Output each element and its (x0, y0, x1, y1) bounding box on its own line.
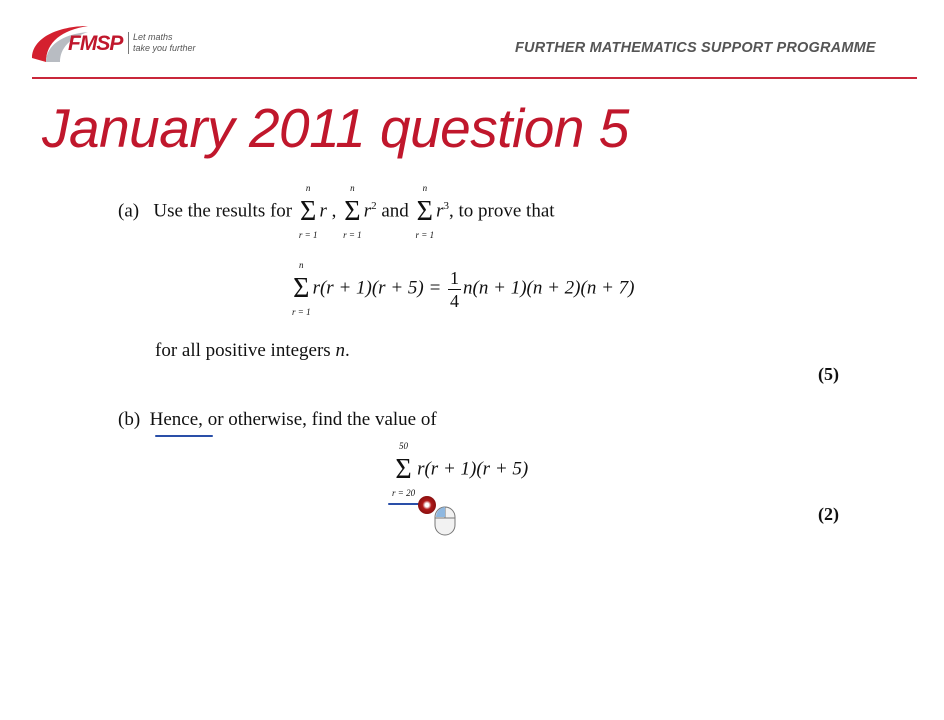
sum-symbol: n Σ r = 1 (415, 183, 435, 240)
sum-symbol: n Σ r = 1 (298, 183, 318, 240)
sum-symbol: 50 Σ r = 20 (392, 441, 416, 498)
programme-header: FURTHER MATHEMATICS SUPPORT PROGRAMME (515, 40, 876, 56)
intro-text: Use the results for (153, 200, 293, 222)
part-b-text: (b) Hence, or otherwise, find the value of (118, 409, 437, 430)
part-a-label: (a) (118, 200, 140, 222)
part-a-intro: (a) Use the results for n Σ r = 1 r , n Σ r = 1 $r^2$ and n Σ r = 1 $r^3$, to prove that (118, 183, 555, 240)
annotation-underline (155, 435, 213, 437)
mouse-icon (433, 505, 457, 537)
logo-brand: FMSP (68, 32, 123, 55)
logo-tagline: Let maths (133, 32, 173, 42)
sum-symbol: n Σ r = 1 (292, 260, 311, 317)
fraction-quarter: $\frac{1}{4}$ (450, 267, 460, 311)
header-divider (32, 77, 917, 79)
slide-title: January 2011 question 5 (42, 97, 629, 159)
part-b-marks: (2) (818, 504, 839, 524)
fmsp-logo (28, 18, 203, 66)
part-a-marks: (5) (818, 364, 839, 384)
sum-symbol: n Σ r = 1 (343, 183, 362, 240)
identity-equation: n Σ r = 1 r(r + 1)(r + 5) = $\frac{1}{4}$ n(n + 1)(n + 2)(n + 7) (292, 260, 635, 317)
logo-tagline: take you further (133, 43, 196, 53)
condition-text: for all positive integers n. (155, 340, 350, 361)
part-b-label: (b) (118, 409, 141, 430)
target-sum: 50 Σ r = 20 r(r + 1)(r + 5) (392, 441, 529, 498)
